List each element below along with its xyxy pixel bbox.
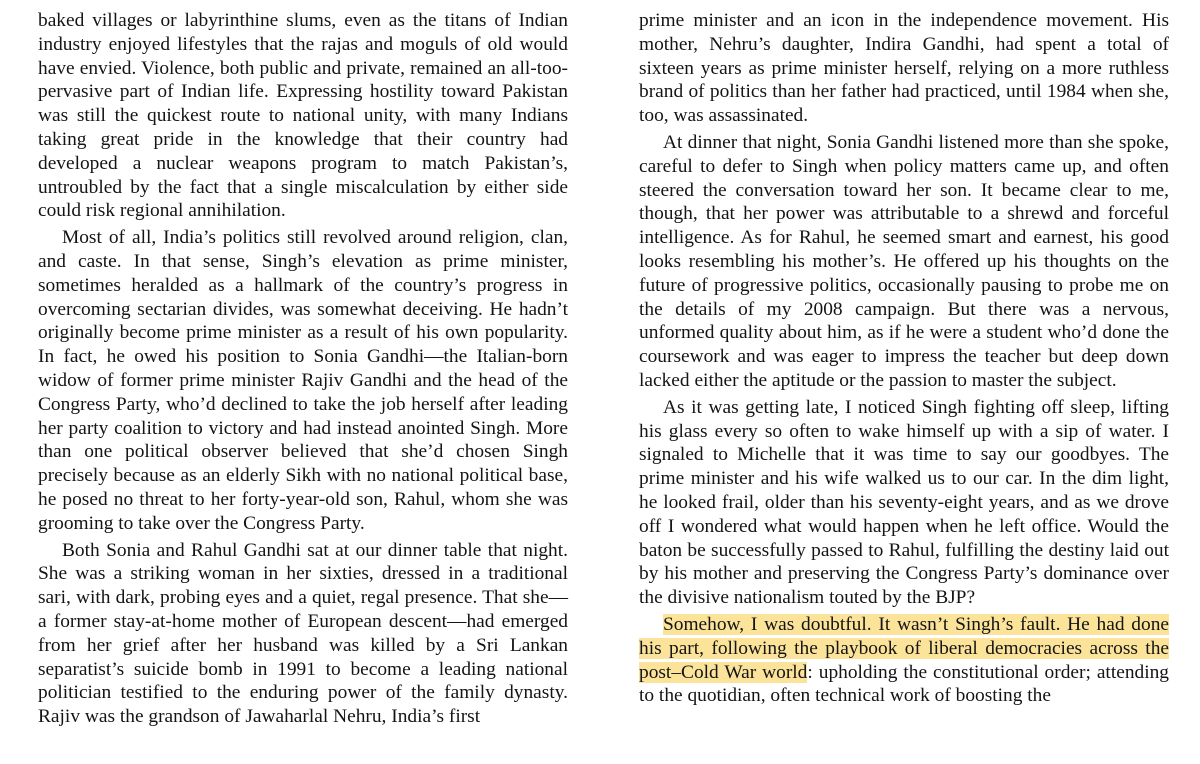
left-column — [38, 9, 568, 729]
right-paragraph-4 — [639, 613, 1169, 708]
highlighted-passage[interactable]: Somehow, I was doubtful. It wasn’t Singh’s fault. He had done his part, following the playbook of liberal democracies across the post–Cold War world — [639, 613, 1169, 683]
paragraph-continuation: : upholding the constitutional order; attending to the quotidian, often technical work of boosting the — [639, 661, 1169, 707]
left-paragraph-1: baked villages or labyrinthine slums, even as the titans of Indian industry enjoyed lifestyles that the rajas and moguls of old would have envied. Violence, both public and private, remained an all-too-pervasive part of Indian life. Expressing hostility toward Pakistan was still the quickest route to national unity, with many Indians taking great pride in the knowledge that their country had developed a nuclear weapons program to match Pakistan’s, untroubled by the fact that a single miscalculation by either side could risk regional annihilation. — [38, 10, 568, 222]
right-paragraph-3: As it was getting late, I noticed Singh fighting off sleep, lifting his glass every so often to wake himself up with a sip of water. I signaled to Michelle that it was time to say our goodbyes. The prime minister and his wife walked us to our car. In the dim light, he looked frail, older than his seventy-eight years, and as we drove off I wondered what would happen when he left office. Would the baton be successfully passed to Rahul, fulfilling the destiny laid out by his mother and preserving the Congress Party’s dominance over the divisive nationalism touted by the BJP? — [639, 396, 1169, 609]
right-paragraph-2: At dinner that night, Sonia Gandhi listened more than she spoke, careful to defer to Singh when policy matters came up, and often steered the conversation toward her son. It became clear to me, though, that her power was attributable to a shrewd and forceful intelligence. As for Rahul, he seemed smart and earnest, his good looks resembling his mother’s. He offered up his thoughts on the future of progressive politics, occasionally pausing to probe me on the details of my 2008 campaign. But there was a nervous, unformed quality about him, as if he were a student who’d done the coursework and was eager to impress the teacher but deep down lacked either the aptitude or the passion to master the subject. — [639, 131, 1169, 391]
left-paragraph-3: Both Sonia and Rahul Gandhi sat at our dinner table that night. She was a striking woman in her sixties, dressed in a traditional sari, with dark, probing eyes and a quiet, regal presence. That she—a former stay-at-home mother of European descent—had emerged from her grief after her husband was killed by a Sri Lankan separatist’s suicide bomb in 1991 to become a leading national politician testified to the enduring power of the family dynasty. Rajiv was the grandson of Jawaharlal Nehru, India’s first — [38, 539, 568, 728]
right-column — [639, 9, 1169, 708]
left-paragraph-2: Most of all, India’s politics still revolved around religion, clan, and caste. In that sense, Singh’s elevation as prime minister, sometimes heralded as a hallmark of the country’s progress in overcoming sectarian divides, was somewhat deceiving. He hadn’t originally become prime minister as a result of his own popularity. In fact, he owed his position to Sonia Gandhi—the Italian-born widow of former prime minister Rajiv Gandhi and the head of the Congress Party, who’d declined to take the job herself after leading her party coalition to victory and had instead anointed Singh. More than one political observer believed that she’d chosen Singh precisely because as an elderly Sikh with no national political base, he posed no threat to her forty-year-old son, Rahul, whom she was grooming to take over the Congress Party. — [38, 227, 568, 534]
right-paragraph-1: prime minister and an icon in the independence movement. His mother, Nehru’s daughter, Indira Gandhi, had spent a total of sixteen years as prime minister herself, relying on a more ruthless brand of politics than her father had practiced, until 1984 when she, too, was assassinated. — [639, 10, 1169, 127]
